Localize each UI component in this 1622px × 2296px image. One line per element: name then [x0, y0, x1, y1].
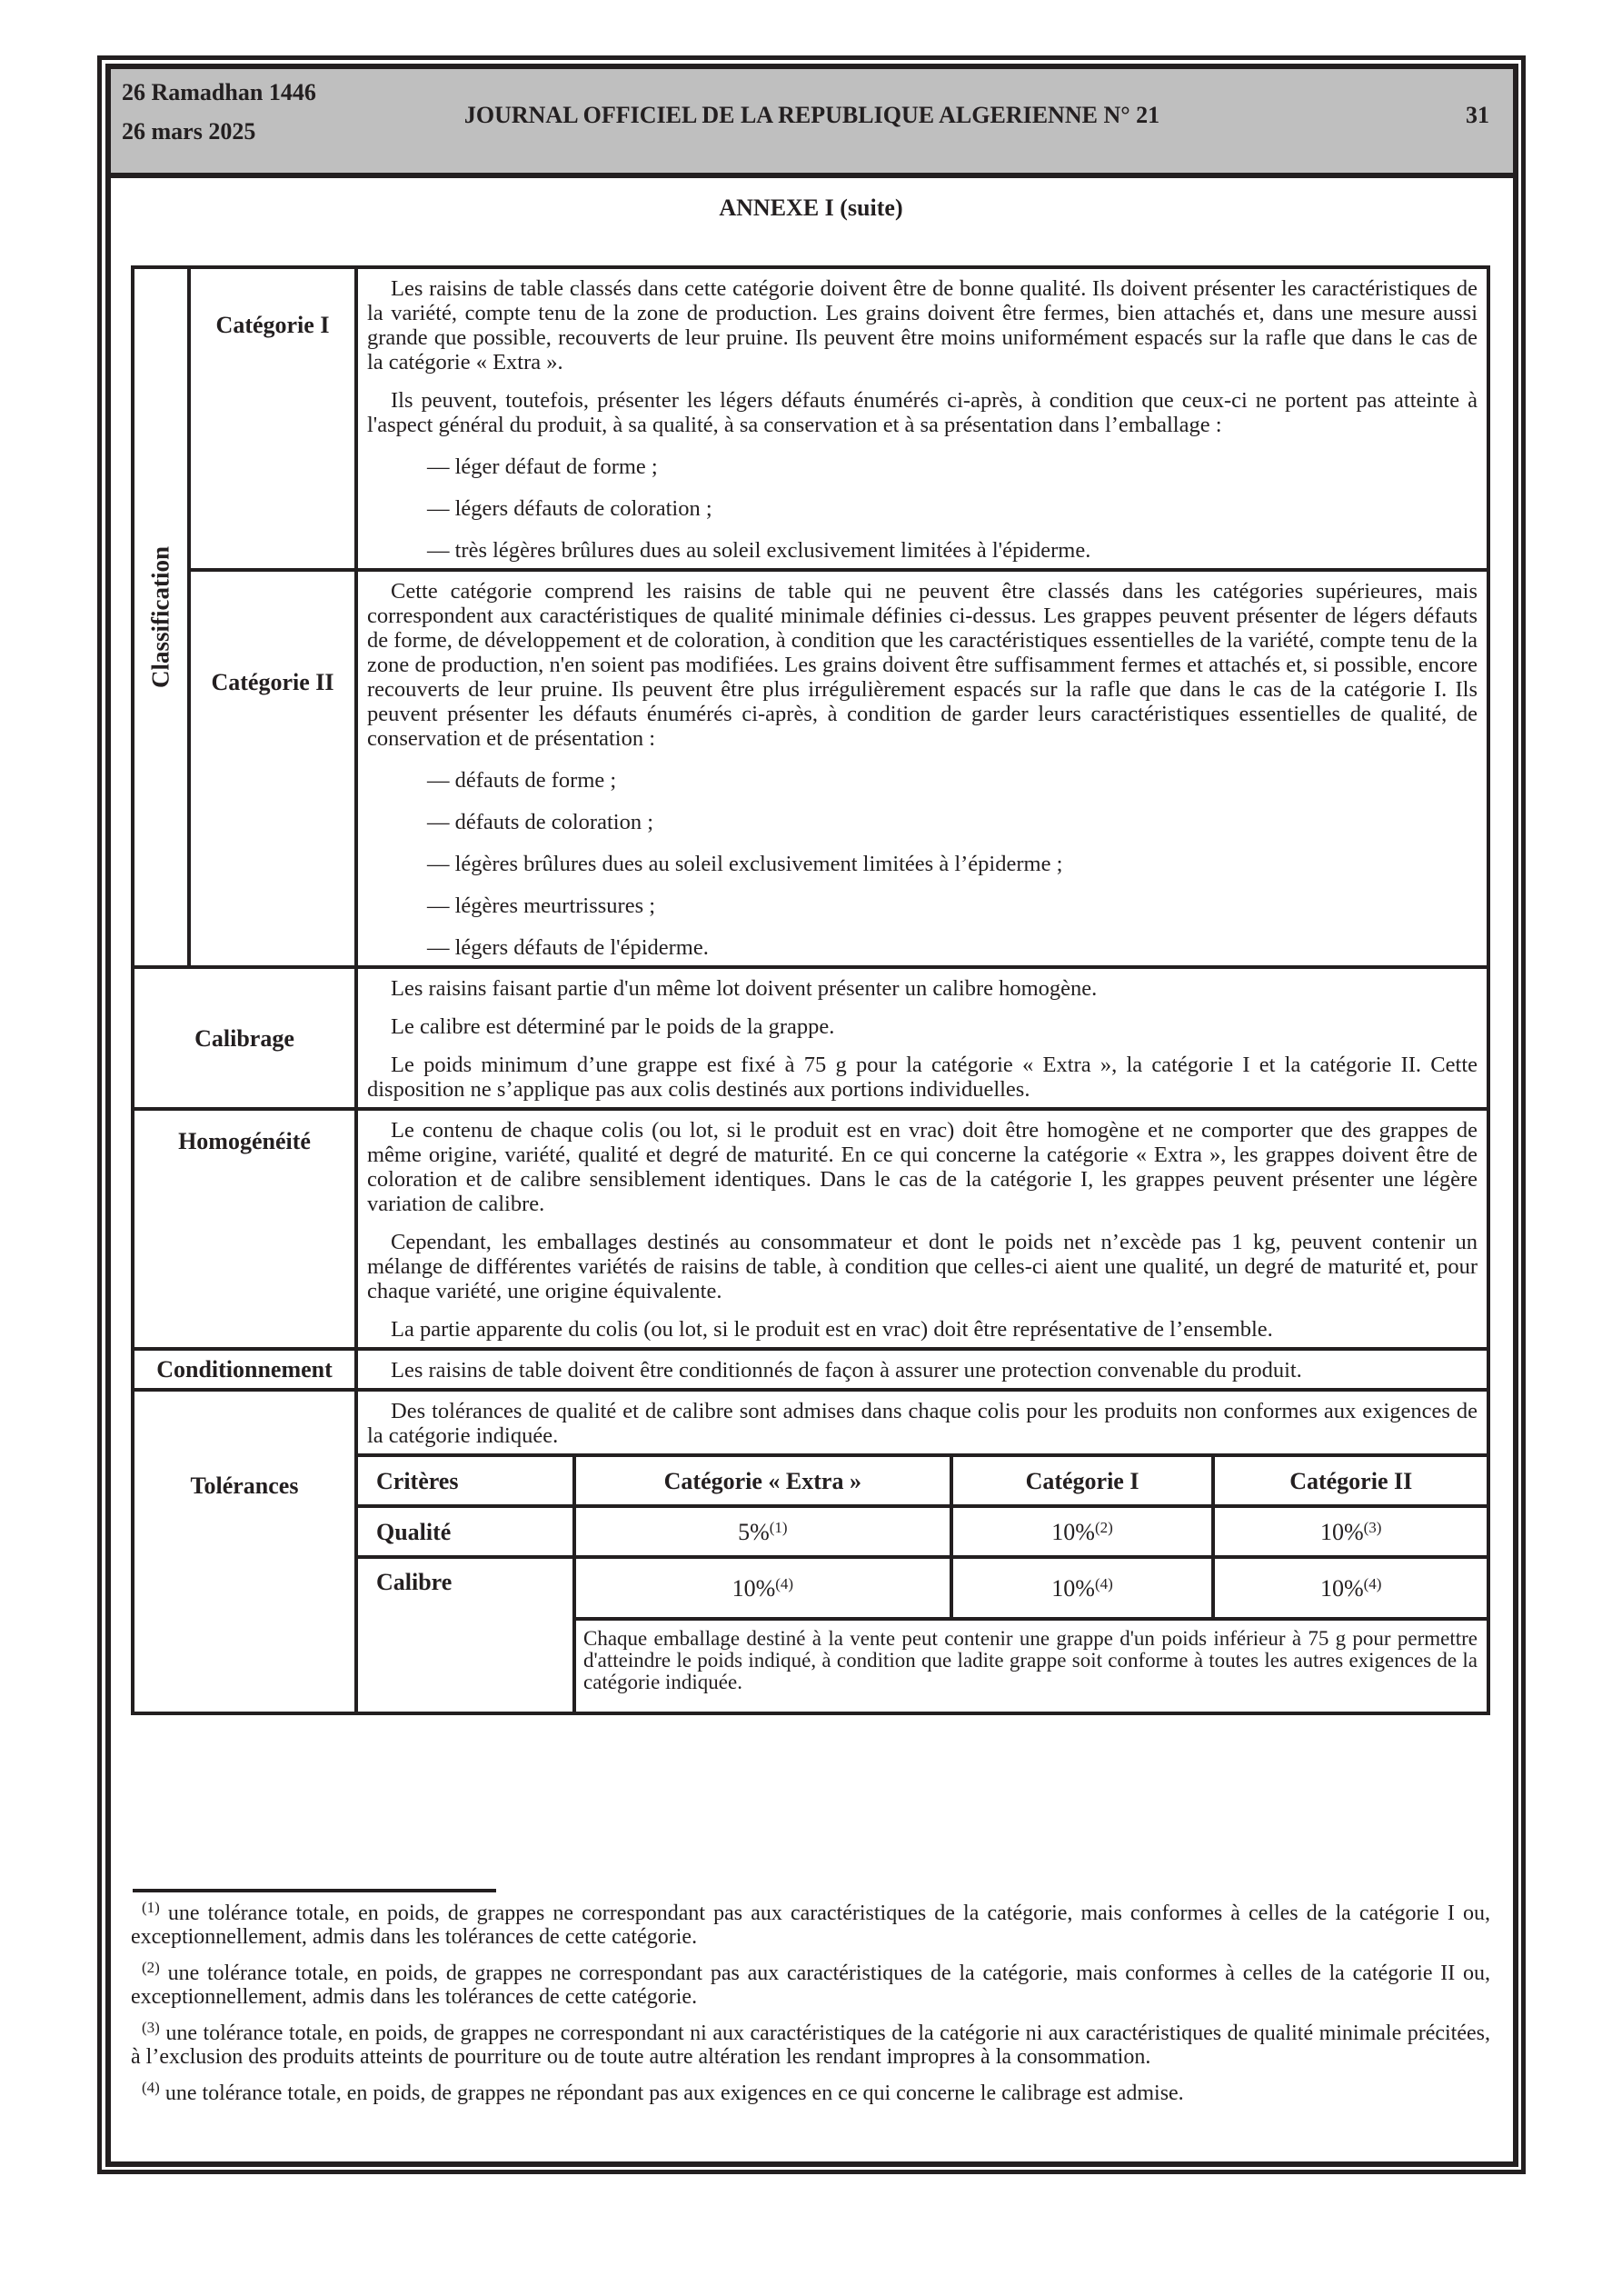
- footnote-ref: (2): [1094, 1518, 1113, 1536]
- row-conditionnement: [133, 1349, 1488, 1390]
- col-categorie-1: Catégorie I: [951, 1455, 1214, 1506]
- list-item: — légères meurtrissures ;: [427, 893, 656, 918]
- homogeneite-label: Homogénéité: [133, 1109, 356, 1349]
- footnote-3: $^{(3)}$ une tolérance totale, en poids, de grappes ne correspondant ni aux caractéristiques de la catégorie ni aux caractéristiques de qualité minimale précitées, à l’exclusion des produits atteints de pourriture ou de toute autre altération les rendant impropres à la consommation.: [131, 2019, 1490, 2069]
- paragraph: Ils peuvent, toutefois, présenter les légers défauts énumérés ci-après, à condition que ceux-ci ne portent pas atteinte à l'aspect général du produit, à sa qualité, à sa conservation et à sa présentation dans l’emballage :: [367, 388, 1478, 437]
- paragraph: La partie apparente du colis (ou lot, si le produit est en vrac) doit être représentative de l’ensemble.: [391, 1317, 1273, 1342]
- tolerances-note: Chaque emballage destiné à la vente peut contenir une grappe d'un poids inférieur à 75 g pour permettre d'atteindre le poids indiqué, à condition que ladite grappe soit conforme à toutes les autres exigences de la catégorie indiquée.: [574, 1619, 1488, 1713]
- criterion-qualite: Qualité: [356, 1506, 574, 1557]
- categorie-2-content: [356, 570, 1488, 967]
- list-item: — défauts de coloration ;: [427, 810, 654, 834]
- paragraph: Les raisins faisant partie d'un même lot doivent présenter un calibre homogène.: [391, 976, 1098, 1001]
- tolerances-label: Tolérances: [133, 1390, 356, 1713]
- tolerances-intro-wrap: [358, 1392, 1487, 1453]
- value-cell: 10%$^{(2)}$: [951, 1506, 1214, 1557]
- value-cell: 5%$^{(1)}$: [574, 1506, 951, 1557]
- paragraph: Le contenu de chaque colis (ou lot, si le produit est en vrac) doit être homogène et ne comporter que des grappes de même origine, variété, qualité et degré de maturité. En ce qui concerne la catégorie « Extra », les grappes doivent être de coloration et de calibre sensiblement identiques. Dans le cas de la catégorie I, les grappes peuvent présenter une légère variation de calibre.: [367, 1118, 1478, 1216]
- specification-table: [131, 265, 1490, 1715]
- list-item: — défauts de forme ;: [427, 768, 617, 793]
- row-tolerances: [133, 1390, 1488, 1713]
- row-categorie-1: [133, 267, 1488, 570]
- list-item: — très légères brûlures dues au soleil exclusivement limitées à l'épiderme.: [427, 538, 1091, 563]
- classification-cell: [133, 267, 189, 967]
- footnote-ref: (3): [1363, 1518, 1382, 1536]
- footnote-ref: (4): [1363, 1574, 1382, 1592]
- footnote-ref: (1): [769, 1518, 788, 1536]
- page-number: 31: [1466, 102, 1489, 128]
- tolerances-row-calibre: [356, 1557, 1488, 1619]
- value-cell: 10%$^{(3)}$: [1213, 1506, 1488, 1557]
- footnote-separator: [133, 1889, 496, 1892]
- categorie-2-label: Catégorie II: [189, 570, 356, 967]
- col-criteres: Critères: [356, 1455, 574, 1506]
- classification-label: Classification: [146, 545, 174, 689]
- annex-title: ANNEXE I (suite): [719, 195, 903, 221]
- footnote-2: $^{(2)}$ une tolérance totale, en poids, de grappes ne correspondant pas aux caractéristiques de la catégorie, mais conformes à celles de la catégorie II ou, exceptionnellement, admis dans les tolérances de cette catégorie.: [131, 1959, 1490, 2009]
- homogeneite-content: [356, 1109, 1488, 1349]
- paragraph: Cependant, les emballages destinés au consommateur et dont le poids net n’excède pas 1 kg, peuvent contenir un mélange de différentes variétés de raisins de table, à condition que celles-ci aient une qualité, un degré de maturité et, pour chaque variété, une origine équivalente.: [367, 1230, 1478, 1303]
- list-item: — léger défaut de forme ;: [427, 454, 658, 479]
- criterion-calibre: Calibre: [356, 1557, 574, 1713]
- journal-title: JOURNAL OFFICIEL DE LA REPUBLIQUE ALGERIENNE N° 21: [463, 102, 1160, 128]
- footnote-4: $^{(4)}$ une tolérance totale, en poids, de grappes ne répondant pas aux exigences en ce qui concerne le calibrage est admise.: [142, 2079, 1184, 2105]
- paragraph: Le calibre est déterminé par le poids de la grappe.: [391, 1014, 835, 1039]
- list-item: — légères brûlures dues au soleil exclusivement limitées à l’épiderme ;: [427, 852, 1063, 876]
- paragraph: Les raisins de table classés dans cette catégorie doivent être de bonne qualité. Ils doivent présenter les caractéristiques de la variété, compte tenu de la zone de production. Les grains doivent être fermes, bien attachés et, dans une mesure aussi grande que possible, recouverts de leur pruine. Ils peuvent être moins uniformément espacés sur la rafle que dans le cas de la catégorie « Extra ».: [367, 276, 1478, 374]
- date-hijri: 26 Ramadhan 1446: [122, 79, 316, 105]
- footnote-ref: (4): [775, 1574, 794, 1592]
- tolerances-row-qualite: [356, 1506, 1488, 1557]
- footnotes: [131, 1899, 1490, 2118]
- value-cell: 10%$^{(4)}$: [1213, 1557, 1488, 1619]
- calibrage-label: Calibrage: [133, 967, 356, 1109]
- tolerances-intro: Des tolérances de qualité et de calibre sont admises dans chaque colis pour les produits non conformes aux exigences de la catégorie indiquée.: [367, 1399, 1478, 1448]
- paragraph: Le poids minimum d’une grappe est fixé à 75 g pour la catégorie « Extra », la catégorie I et la catégorie II. Cette disposition ne s’applique pas aux colis destinés aux portions individuelles.: [367, 1053, 1478, 1102]
- col-extra: Catégorie « Extra »: [574, 1455, 951, 1506]
- row-homogeneite: [133, 1109, 1488, 1349]
- row-calibrage: [133, 967, 1488, 1109]
- list-item: — légers défauts de coloration ;: [427, 496, 712, 521]
- date-gregorian: 26 mars 2025: [122, 118, 256, 145]
- categorie-1-label: Catégorie I: [189, 267, 356, 570]
- categorie-1-content: [356, 267, 1488, 570]
- calibrage-content: [356, 967, 1488, 1109]
- value-cell: 10%$^{(4)}$: [951, 1557, 1214, 1619]
- col-categorie-2: Catégorie II: [1213, 1455, 1488, 1506]
- footnote-ref: (4): [1094, 1574, 1113, 1592]
- paragraph: Les raisins de table doivent être conditionnés de façon à assurer une protection convenable du produit.: [391, 1358, 1302, 1383]
- footnote-1: $^{(1)}$ une tolérance totale, en poids, de grappes ne correspondant pas aux caractéristiques de la catégorie, mais conformes à celles de la catégorie I ou, exceptionnellement, admis dans les tolérances de cette catégorie.: [131, 1899, 1490, 1949]
- row-categorie-2: [133, 570, 1488, 967]
- paragraph: Cette catégorie comprend les raisins de table qui ne peuvent être classés dans les catégories supérieures, mais correspondent aux caractéristiques de qualité minimale définies ci-dessus. Les grappes peuvent présenter de légers défauts de forme, de développement et de coloration, à condition que les caractéristiques essentielles de la variété, compte tenu de la zone de production, n'en soient pas modifiées. Les grains doivent être suffisamment fermes et attachés et, si possible, encore recouverts de leur pruine. Ils peuvent être plus irrégulièrement espacés sur la rafle que dans le cas de la catégorie I. Ils peuvent présenter les défauts énumérés ci-après, à condition de garder leurs caractéristiques essentielles de qualité, de conservation et de présentation :: [367, 579, 1478, 751]
- tolerances-content: [356, 1390, 1488, 1713]
- tolerances-header-row: [356, 1455, 1488, 1506]
- journal-header: [111, 69, 1513, 178]
- tolerances-table: [354, 1453, 1490, 1715]
- value-cell: 10%$^{(4)}$: [574, 1557, 951, 1619]
- list-item: — légers défauts de l'épiderme.: [427, 935, 709, 960]
- conditionnement-content: [356, 1349, 1488, 1390]
- conditionnement-label: Conditionnement: [133, 1349, 356, 1390]
